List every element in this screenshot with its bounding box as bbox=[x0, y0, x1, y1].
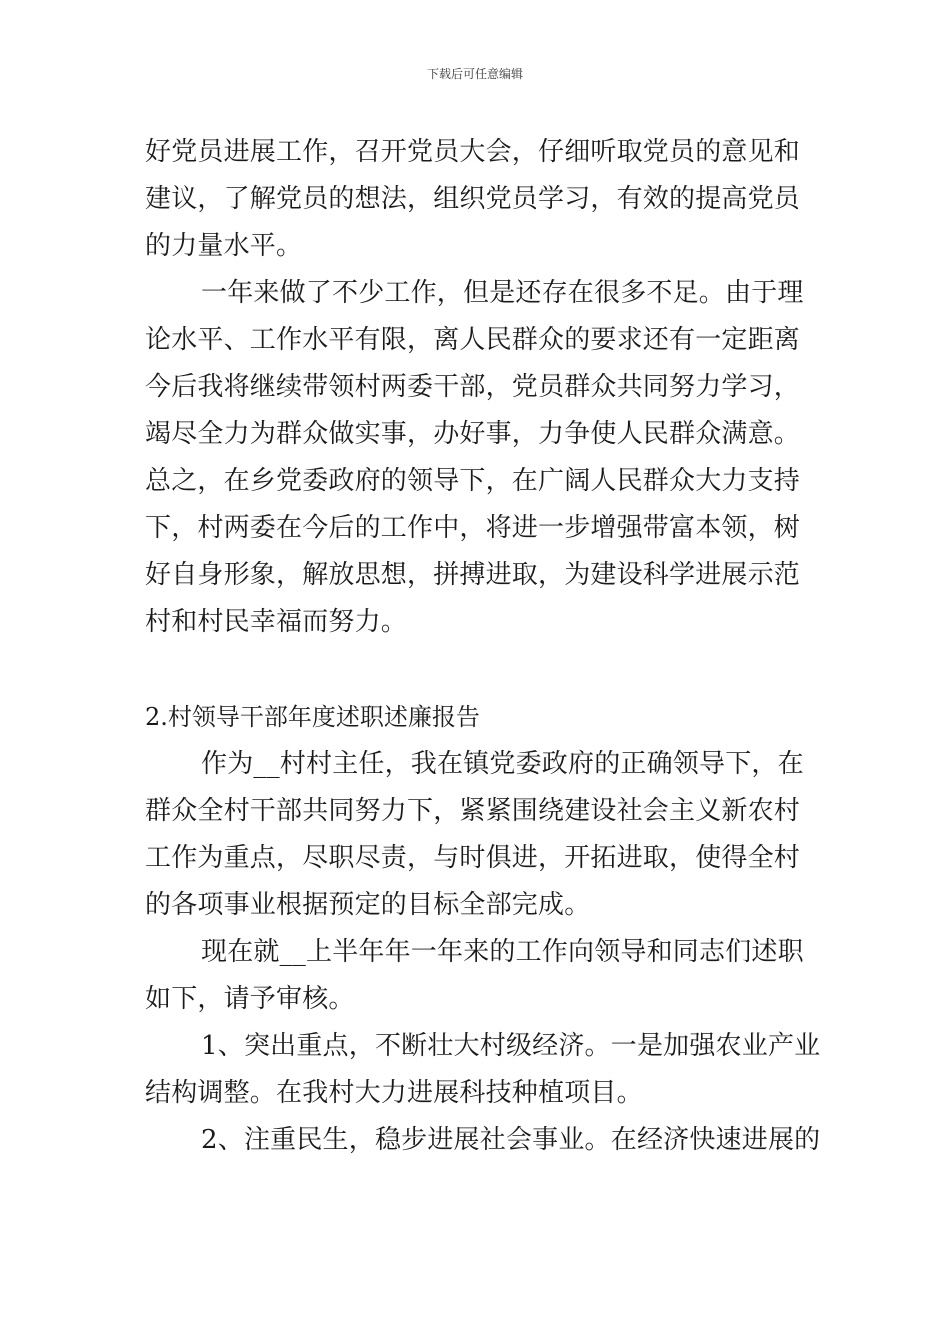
paragraph-group-before bbox=[145, 129, 810, 646]
section-heading: 2.村领导干部年度述职述廉报告 bbox=[145, 703, 480, 731]
text-line: 村和村民幸福而努力。 bbox=[145, 607, 408, 637]
text-line: 一年来做了不少工作，但是还存在很多不足。由于理 bbox=[201, 278, 804, 308]
text-line: 作为__村村主任，我在镇党委政府的正确领导下，在 bbox=[201, 749, 804, 779]
text-line: 群众全村干部共同努力下，紧紧围绕建设社会主义新农村 bbox=[145, 796, 801, 826]
text-line: 结构调整。在我村大力进展科技种植项目。 bbox=[145, 1078, 643, 1108]
text-line: 好党员进展工作，召开党员大会，仔细听取党员的意见和 bbox=[145, 137, 801, 167]
text-line: 下，村两委在今后的工作中，将进一步增强带富本领，树 bbox=[145, 513, 801, 543]
text-line: 的力量水平。 bbox=[145, 231, 303, 261]
text-line: 建议，了解党员的想法，组织党员学习，有效的提高党员 bbox=[145, 184, 801, 214]
paragraph bbox=[145, 1023, 821, 1117]
page-header: 下载后可任意编辑 bbox=[426, 67, 523, 81]
text-line: 现在就__上半年年一年来的工作向领导和同志们述职 bbox=[201, 937, 804, 967]
text-line: 工作为重点，尽职尽责，与时俱进，开拓进取，使得全村 bbox=[145, 843, 801, 873]
section-gap bbox=[145, 646, 810, 694]
text-line: 好自身形象，解放思想，拼搏进取，为建设科学进展示范 bbox=[145, 560, 801, 590]
text-line: 总之，在乡党委政府的领导下，在广阔人民群众大力支持 bbox=[145, 466, 801, 496]
paragraph bbox=[145, 129, 810, 270]
text-line: 1、突出重点，不断壮大村级经济。一是加强农业产业 bbox=[201, 1031, 821, 1061]
paragraph bbox=[145, 929, 810, 1023]
text-line: 如下，请予审核。 bbox=[145, 984, 355, 1014]
text-line: 的各项事业根据预定的目标全部完成。 bbox=[145, 890, 591, 920]
paragraph bbox=[145, 741, 810, 929]
text-line: 论水平、工作水平有限，离人民群众的要求还有一定距离 bbox=[145, 325, 801, 355]
paragraph bbox=[145, 1117, 821, 1164]
document-body bbox=[145, 129, 821, 1164]
text-line: 竭尽全力为群众做实事，办好事，力争使人民群众满意。 bbox=[145, 419, 801, 449]
paragraph bbox=[145, 270, 810, 646]
text-line: 2、注重民生，稳步进展社会事业。在经济快速进展的 bbox=[201, 1125, 821, 1155]
paragraph-group-after bbox=[145, 741, 821, 1164]
text-line: 今后我将继续带领村两委干部，党员群众共同努力学习， bbox=[145, 372, 801, 402]
